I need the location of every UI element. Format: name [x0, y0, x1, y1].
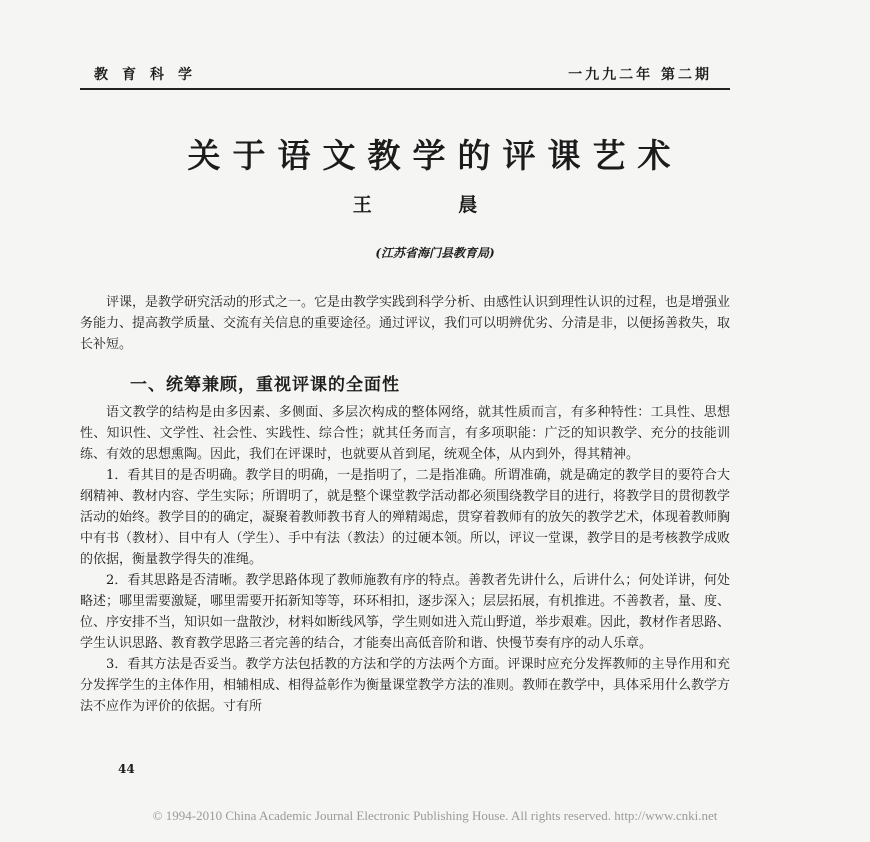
article-author: 王 晨	[352, 194, 518, 216]
issue-label: 一九九二年 第二期	[568, 67, 712, 83]
body-paragraph: 3．看其方法是否妥当。教学方法包括教的方法和学的方法两个方面。评课时应充分发挥教师的主导作用和充分发挥学生的主体作用，相辅相成、相得益彰作为衡量课堂教学方法的准则。教师在教学中，具体采用什么教学方法不应作为评价的依据。寸有所	[80, 657, 731, 714]
body-paragraph: 2．看其思路是否清晰。教学思路体现了教师施教有序的特点。善教者先讲什么，后讲什么；何处详讲，何处略述；哪里需要激疑，哪里需要开拓新知等等，环环相扣，逐步深入；层层拓展，有机推进。不善教者，量、度、位、序安排不当，知识如一盘散沙，材料如断线风筝，学生则如进入荒山野道，举步艰难。因此，教材作者思路、学生认识思路、教育教学思路三者完善的结合，才能奏出高低音阶和谐、快慢节奏有序的动人乐章。	[80, 573, 731, 651]
page-number: 44	[118, 762, 135, 776]
section-body	[80, 402, 730, 717]
copyright-footer: © 1994-2010 China Academic Journal Electronic Publishing House. All rights reserved. http://www.cnki.net	[152, 808, 718, 823]
body-paragraph: 语文教学的结构是由多因素、多侧面、多层次构成的整体网络，就其性质而言，有多种特性：工具性、思想性、知识性、文学性、社会性、实践性、综合性；就其任务而言，有多项职能：广泛的知识教学、充分的技能训练、有效的思想熏陶。因此，我们在评课时，也就要从首到尾，统观全体，从内到外，得其精神。	[80, 405, 730, 462]
section-heading: 一、统筹兼顾，重视评课的全面性	[130, 375, 400, 395]
journal-name: 教育科学	[94, 67, 206, 83]
author-affiliation: (江苏省海门县教育局)	[375, 246, 495, 260]
intro-section	[80, 292, 730, 355]
body-paragraph: 1．看其目的是否明确。教学目的明确，一是指明了，二是指准确。所谓准确，就是确定的教学目的要符合大纲精神、教材内容、学生实际；所谓明了，就是整个课堂教学活动都必须围绕教学目的进行，将教学目的贯彻教学活动的始终。教学目的的确定，凝聚着教师教书育人的殚精竭虑，贯穿着教师有的放矢的教学艺术，体现着教师胸中有书（教材）、目中有人（学生）、手中有法（教法）的过硬本领。所以，评议一堂课，教学目的是考核教学成败的依据，衡量教学得失的准绳。	[80, 468, 731, 567]
header-rule	[80, 88, 730, 90]
intro-paragraph: 评课，是教学研究活动的形式之一。它是由教学实践到科学分析、由感性认识到理性认识的过程，也是增强业务能力、提高教学质量、交流有关信息的重要途径。通过评议，我们可以明辨优劣、分清是非，以便扬善救失，取长补短。	[80, 295, 731, 352]
article-title: 关于语文教学的评课艺术	[187, 136, 683, 175]
